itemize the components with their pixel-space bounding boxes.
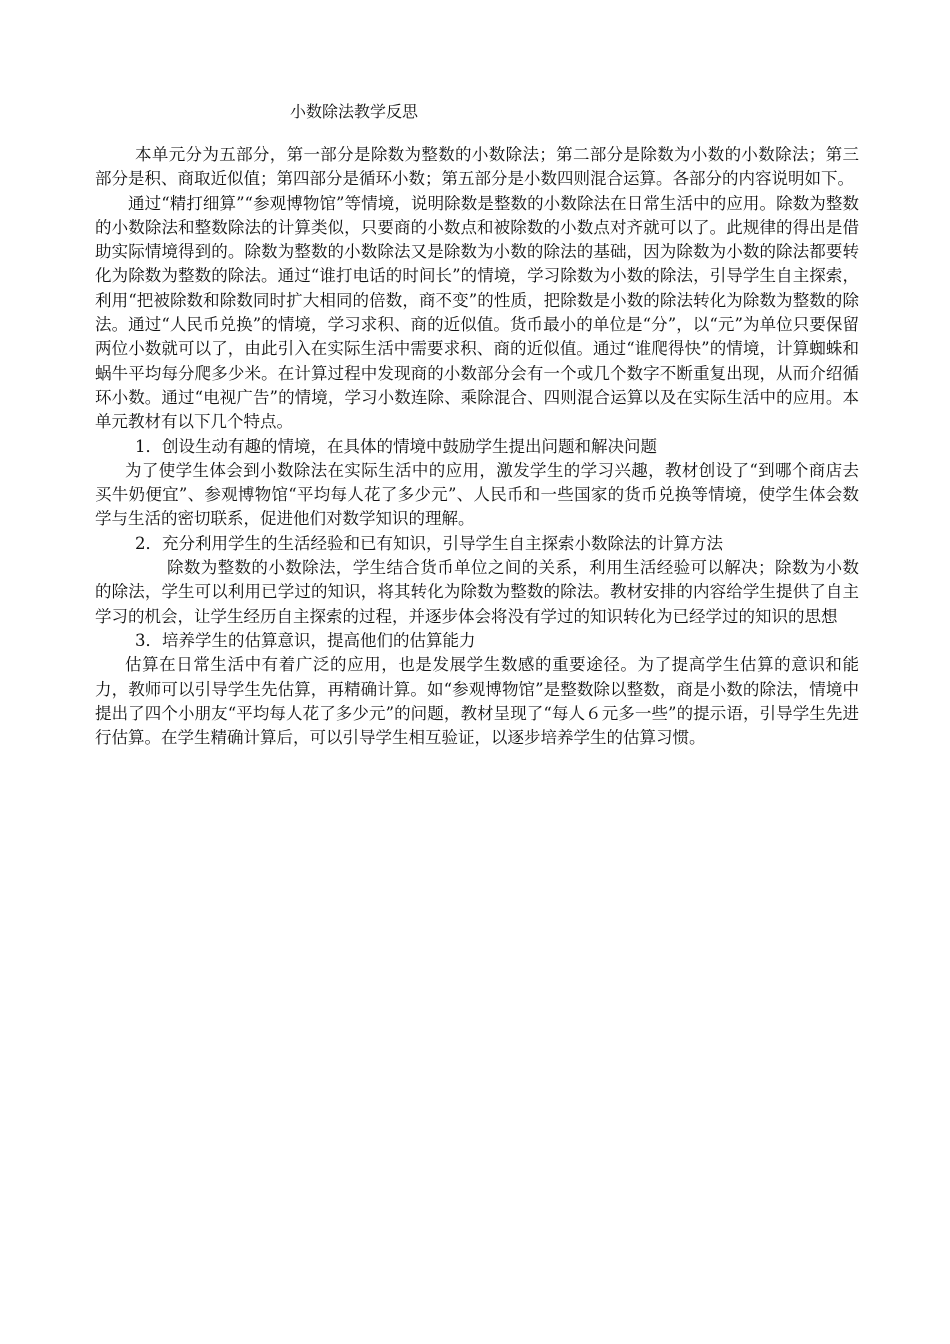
paragraph-intro: 本单元分为五部分，第一部分是除数为整数的小数除法；第二部分是除数为小数的小数除法；第三部分是积、商取近似值；第四部分是循环小数；第五部分是小数四则混合运算。各部分的内容说明如下。 (95, 145, 859, 189)
paragraph-feature-1: 为了使学生体会到小数除法在实际生活中的应用，激发学生的学习兴趣，教材创设了“到哪个商店去买牛奶便宜”、参观博物馆“平均每人花了多少元”、人民币和一些国家的货币兑换等情境，使学生体会数学与生活的密切联系，促进他们对数学知识的理解。 (95, 460, 859, 529)
feature-heading-2: 2．充分利用学生的生活经验和已有知识，引导学生自主探索小数除法的计算方法 (135, 533, 723, 553)
document-title: 小数除法教学反思 (290, 102, 419, 121)
paragraph-feature-3: 估算在日常生活中有着广泛的应用，也是发展学生数感的重要途径。为了提高学生估算的意识和能力，教师可以引导学生先估算，再精确计算。如“参观博物馆”是整数除以整数，商是小数的除法，情境中提出了四个小朋友“平均每人花了多少元”的问题，教材呈现了“每人６元多一些”的提示语，引导学生先进行估算。在学生精确计算后，可以引导学生相互验证，以逐步培养学生的估算习惯。 (95, 655, 859, 748)
feature-heading-3: 3．培养学生的估算意识，提高他们的估算能力 (135, 630, 476, 650)
feature-heading-1: 1．创设生动有趣的情境，在具体的情境中鼓励学生提出问题和解决问题 (135, 436, 657, 456)
paragraph-feature-2: 除数为整数的小数除法，学生结合货币单位之间的关系，利用生活经验可以解决；除数为小数的除法，学生可以利用已学过的知识，将其转化为除数为整数的除法。教材安排的内容给学生提供了自主学习的机会，让学生经历自主探索的过程，并逐步体会将没有学过的知识转化为已经学过的知识的思想 (95, 558, 859, 626)
document-body (95, 143, 859, 750)
paragraph-overview: 通过“精打细算”“参观博物馆”等情境，说明除数是整数的小数除法在日常生活中的应用。除数为整数的小数除法和整数除法的计算类似，只要商的小数点和被除数的小数点对齐就可以了。此规律的得出是借助实际情境得到的。除数为整数的小数除法又是除数为小数的除法的基础，因为除数为小数的除法都要转化为除数为整数的除法。通过“谁打电话的时间长”的情境，学习除数为小数的除法，引导学生自主探索，利用“把被除数和除数同时扩大相同的倍数，商不变”的性质，把除数是小数的除法转化为除数为整数的除法。通过“人民币兑换”的情境，学习求积、商的近似值。货币最小的单位是“分”，以“元”为单位只要保留两位小数就可以了，由此引入在实际生活中需要求积、商的近似值。通过“谁爬得快”的情境，计算蜘蛛和蜗牛平均每分爬多少米。在计算过程中发现商的小数部分会有一个或几个数字不断重复出现，从而介绍循环小数。通过“电视广告”的情境，学习小数连除、乘除混合、四则混合运算以及在实际生活中的应用。本单元教材有以下几个特点。 (95, 193, 859, 432)
